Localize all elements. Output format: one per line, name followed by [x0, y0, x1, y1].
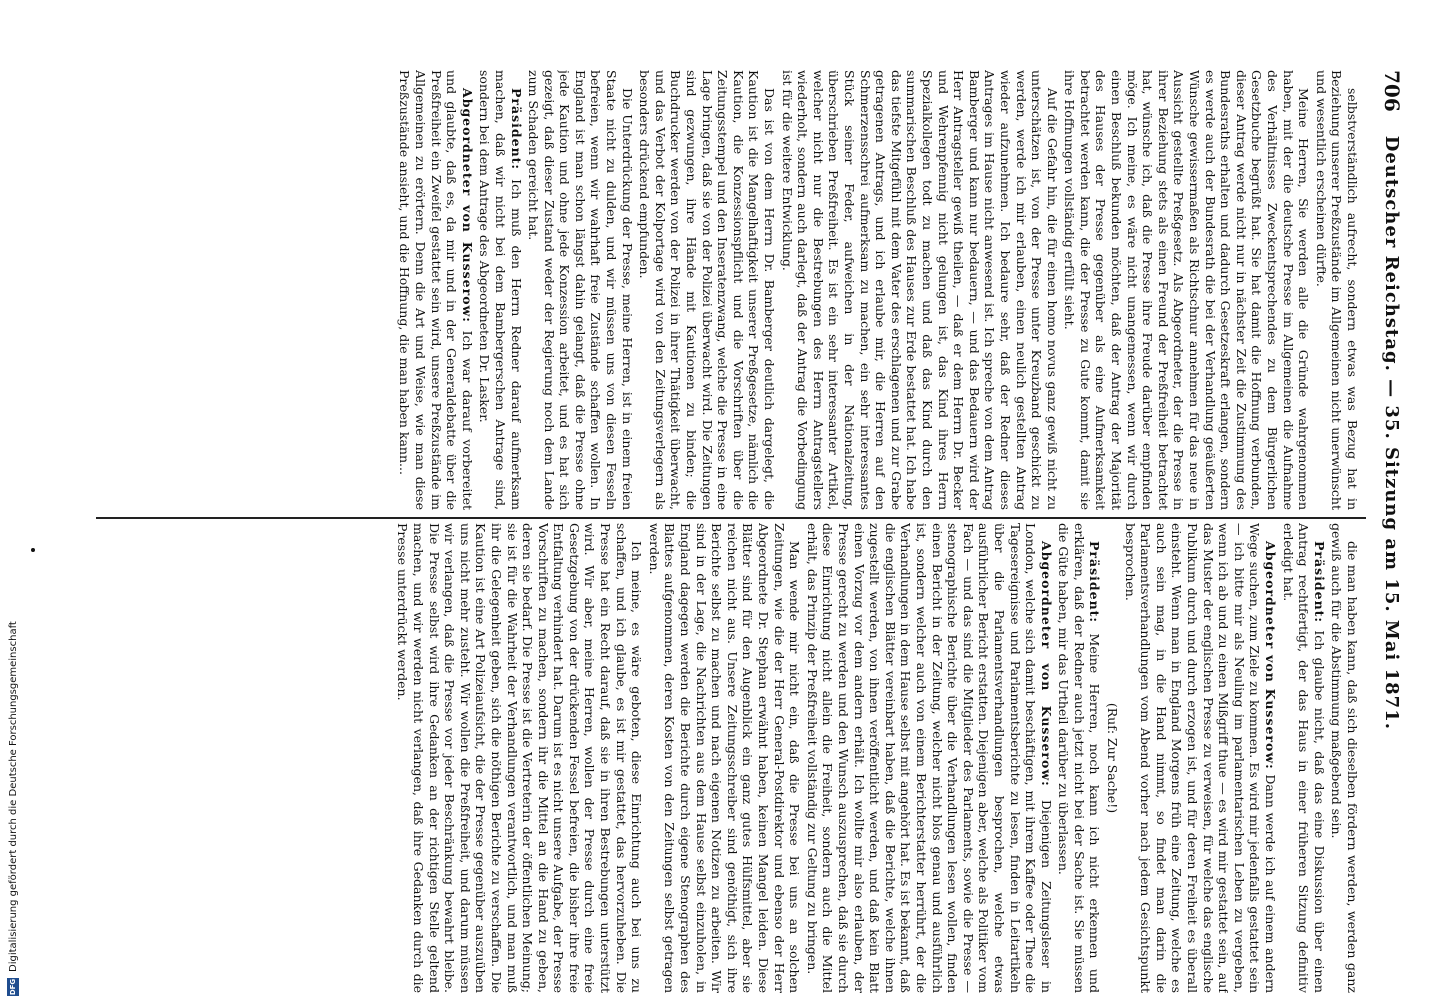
digitization-credit-rotated — [4, 576, 22, 996]
paragraph — [637, 70, 777, 510]
paragraph-text: Die Unterdrückung der Presse, meine Herren, ist in einem freien Staate nicht zu dulden, und wir müssen uns von diesen Fesseln befreien, wenn wir wahrhaft freie Zustände schaffen wollen. In England ist man schon längst dahin gelangt, daß die Presse ohne jede Kaution und ohne jede Konzession arbeitet, und es hat sich gezeigt, daß dieser Zustand weder der Regierung noch dem Lande zum Schaden gereicht hat. — [526, 70, 635, 510]
paragraph — [397, 70, 475, 510]
paragraph-text: Ich meine, es wäre geboten, diese Einrichtung auch bei uns zu schaffen, und ich glaube, es ist mir gestattet, das hervorzuheben. Die Presse hat ein Recht darauf, daß sie in ihren Bestrebungen unterstützt wird. Wir aber, meine Herren, wollen der Presse durch eine freie Gesetzgebung von der drückenden Fessel befreien, die bisher ihre freie Entfaltung verhindert hat. Darum ist es nicht unsere Aufgabe, der Presse Vorschriften zu machen, sondern ihr die Mittel an die Hand zu geben, deren sie bedarf. Die Presse ist die Vertreterin der öffentlichen Meinung; sie ist für die Wahrheit der Verhandlungen verantwortlich, und man muß ihr die Gelegenheit geben, sich die nöthigen Berichte zu verschaffen. Die Kaution ist eine Art Polizeiaufsicht, die der Presse gegenüber auszuüben uns nicht mehr zusteht. Wir wollen die Preßfreiheit, und darum müssen wir verlangen, daß die Presse vor jeder Beschränkung bewahrt bleibe. Die Presse selbst wird ihre Gedanken an der richtigen Stelle geltend machen, und wir werden nicht verlangen, daß ihre Gedanken durch die Presse unterdrückt werden. — [395, 523, 645, 993]
paragraph — [646, 523, 802, 993]
paragraph-text: (Ruf: Zur Sache!) — [1105, 702, 1121, 814]
text-column-b-rotated — [92, 70, 1360, 510]
paragraph-text: Dann werde ich auf einem andern Wege suchen, zum Ziele zu kommen. Es wird mir jedenfalls gestattet sein — ich bitte mir als Neuling im parlamentarischen Leben zu vergeben, wenn ich ab und zu einen Mißgriff thue — es wird mir gestattet sein, auf das Muster der englischen Presse zu verweisen, für welche das englische Publikum durch und durch erzogen ist, und für deren Freiheit es überall einsteht. Wenn man in England Morgens früh eine Zeitung, welche es auch sein mag, in die Hand nimmt, so findet man darin die Parlamentsverhandlungen vom Abend vorher nach jedem Gesichtspunkt besprochen. — [1122, 523, 1279, 993]
paragraph — [477, 70, 524, 510]
paragraph-text: Ich glaube nicht, daß das eine Diskussion über einen Antrag rechtfertigt, der das Haus in einer früheren Sitzung definitiv erledigt hat. — [1280, 523, 1327, 993]
speaker-name: Abgeordneter von Kusserow: — [1263, 541, 1279, 770]
paragraph-text: selbstverständlich aufrecht, sondern etwas was Bezug hat in Beziehung unserer Preßzustände im Allgemeinen nicht unerwünscht und wesentlich erscheinen dürfte. — [1313, 70, 1360, 510]
running-head: Deutscher Reichstag. — 35. Sitzung am 15. Mai 1871. — [1381, 135, 1403, 730]
paragraph — [526, 70, 635, 510]
paragraph-text: Meine Herren, noch kann ich nicht erkennen und erklären, daß der Redner auch jetzt nicht bei der Sache ist. Sie müssen die Güte haben, mir das Urtheil darüber zu überlassen. — [1056, 523, 1103, 993]
paragraph — [395, 523, 645, 993]
paragraph-text: Auf die Gefahr hin, die für einen homo novus ganz gewiß nicht zu unterschätzen ist, von der Presse unter Kreuzband geschickt zu werden, werde ich mir erlauben, einen neulich gestellten Antrag wieder aufzunehmen. Ich bedaure sehr, daß der Redner dieses Antrages im Hause nicht anwesend ist. Ich spreche von dem Antrag Bamberger und kann nur bedauern, — und das Bedauern wird der Herr Antragsteller gewiß theilen, — daß er dem Herrn Dr. Becker und Wehrenpfennig nicht gelungen ist, das Kind ihres Herrn Spezialkollegen todt zu machen und daß das Kind durch den summarischen Beschluß des Hauses zur Erde bestattet hat. Ich habe das tiefste Mitgefühl mit dem Vater des erschlagenen und zur Grabe getragenen Antrags, und ich erlaube mir, die Herren auf den Schmerzensschrei aufmerksam zu machen, ein sehr interessantes Stück seiner Feder, aufweichen in der Nationalzeitung, überschrieben Preßfreiheit. Es ist ein sehr interessanter Artikel, welcher nicht nur die Bestrebungen des Herrn Antragstellers wiederholt, sondern auch darlegt, daß der Antrag die Vorbedingung ist für die weitere Entwicklung. — [779, 70, 1060, 510]
paragraph-text: Das ist von dem Herrn Dr. Bamberger deutlich dargelegt, die Kaution ist die Mangelhaftigkeit unserer Preßgesetze, nämlich die Kaution, die Konzessionspflicht und die Vorschriften über die Zeitungsstempel und den Inseratenzwang, welche die Presse in eine Lage bringen, daß sie von der Polizei überwacht wird. Die Zeitungen sind gezwungen, ihre Hände mit Kautionen zu binden; die Buchdrucker werden von der Polizei in ihrer Thätigkeit überwacht, und das Verbot der Kolportage wird von den Zeitungsverlegern als besonders drückend empfunden. — [637, 70, 778, 510]
speaker-name: Abgeordneter von Kusserow: — [459, 88, 475, 323]
column-divider — [96, 517, 1366, 519]
paragraph-text: Diejenigen Zeitungsleser in London, welche sich damit beschäftigen, mit ihrem Kaffee oder Thee die Tagesereignisse und Parlamentsberichte zu lesen, finden in Leitartikeln über die Parlamentsverhandlungen besprochen, welche etwas ausführlicher Bericht erstatten. Diejenigen aber, welche als Politiker vom Fach — und das sind die Mitglieder des Parlaments, sowie die Presse — stenographische Berichte über die Verhandlungen lesen wollen, finden einen Bericht in der Zeitung, welcher nicht blos genau und ausführlich ist, sondern welcher auch von einem Berichterstatter herrührt, der die Verhandlungen in dem Hause selbst mit angehört hat. Es ist bekannt, daß die englischen Blätter vereinbart haben, daß die Berichte, welche ihnen zugestellt werden, von ihnen veröffentlicht werden, und daß kein Blatt einen Vorzug vor dem andern erhält. Ich wollte mir also erlauben, der Presse gerecht zu werden und den Wunsch auszusprechen, daß sie durch diese Einrichtung nicht allein die Freiheit, sondern auch die Mittel erhält, das Prinzip der Preßfreiheit vollständig zur Geltung zu bringen. — [804, 523, 1054, 993]
speaker-name: Präsident: — [1087, 541, 1103, 624]
paragraph — [1056, 523, 1103, 993]
speaker-name: Präsident: — [508, 88, 524, 171]
interjection — [1105, 523, 1121, 993]
credit-text: Digitalisierung gefördert durch die Deutsche Forschungsgemeinschaft — [7, 621, 19, 972]
paragraph — [1280, 523, 1327, 993]
paragraph-text: Ich muß den Herrn Redner darauf aufmerksam machen, daß wir nicht bei dem Bambergerschen Antrage sind, sondern bei dem Antrage des Abgeordneten Dr. Lasker. — [477, 70, 524, 510]
text-column-a-rotated — [92, 523, 1360, 993]
paragraph — [1122, 523, 1278, 993]
page-number: 706 — [1380, 70, 1404, 112]
paragraph-text: Ich war darauf vorbereitet und glaubte, daß es, da mir und in der Generaldebatte über die Preßfreiheit ein Zweifel gestattet sein wird, unsere Preßzustände im Allgemeinen zu erörtern. Denn die Art und Weise, wie man diese Preßzustände ansieht, und die Hoffnung, die man haben kann... — [397, 70, 475, 510]
paragraph-text: Meine Herren, Sie werden alle die Gründe wahrgenommen haben, mit der die deutsche Presse im Allgemeinen die Aufnahme des Verhältnisses Zweckentsprechendes zu dem Bürgerlichen Gesetzbuche begrüßt hat. Sie hat damit die Hoffnung verbunden, dieser Antrag werde nicht nur in nächster Zeit die Zustimmung des Bundesraths erhalten und dadurch Gesetzeskraft erlangen, sondern es werde auch der Bundesrath die bei der Verhandlung geäußerten Wünsche gewissermaßen als Richtschnur annehmen für das neue in Aussicht gestellte Preßgesetz. Als Abgeordneter, der die Presse in ihrer Beziehung stets als einen Freund der Preßfreiheit betrachtet hat, wünsche ich, daß die Presse ihre Freude darüber empfinden möge. Ich meine, es wäre nicht unangemessen, wenn wir durch einen Beschluß bekunden möchten, daß der Antrag der Majorität des Hauses der Presse gegenüber als eine Aufmerksamkeit betrachtet werden kann, die der Presse zu Gute kommt, damit sie ihre Hoffnungen vollständig erfüllt sieht. — [1062, 70, 1312, 510]
dfg-logo: DFG — [9, 978, 17, 996]
scan-speck — [31, 548, 35, 552]
speaker-name: Abgeordneter von Kusserow: — [1038, 541, 1054, 787]
running-header-rotated — [1378, 70, 1406, 930]
paragraph — [779, 70, 1060, 510]
paragraph — [1313, 70, 1360, 510]
speaker-name: Präsident: — [1311, 541, 1327, 624]
text-column-a — [92, 523, 1360, 993]
running-header — [1372, 70, 1412, 930]
paragraph — [1329, 523, 1360, 993]
digitization-credit — [4, 576, 24, 996]
text-column-b — [92, 70, 1360, 510]
paragraph — [1062, 70, 1312, 510]
paragraph — [804, 523, 1054, 993]
paragraph-text: Man wende mir nicht ein, daß die Presse bei uns an solchen Zeitungen, wie die der Herr General-Postdirektor und ebenso der Herr Abgeordnete Dr. Stephan erwähnt haben, keinen Mangel leiden. Diese Blätter sind für den Augenblick ein ganz gutes Hülfsmittel, aber sie reichen nicht aus. Unsere Zeitungsschreiber sind genöthigt, sich ihre Berichte selbst zu machen und nach eigenen Notizen zu arbeiten. Wir sind in der Lage, die Nachrichten aus dem Hause selbst einzuholen, in England dagegen werden die Berichte durch eigene Stenographen des Blattes aufgenommen, deren Kosten von den Zeitungen selbst getragen werden. — [646, 523, 803, 993]
paragraph-text: die man haben kann, daß sich dieselben fördern werden, werden ganz gewiß auch für die Abstimmung maßgebend sein. — [1329, 523, 1360, 993]
